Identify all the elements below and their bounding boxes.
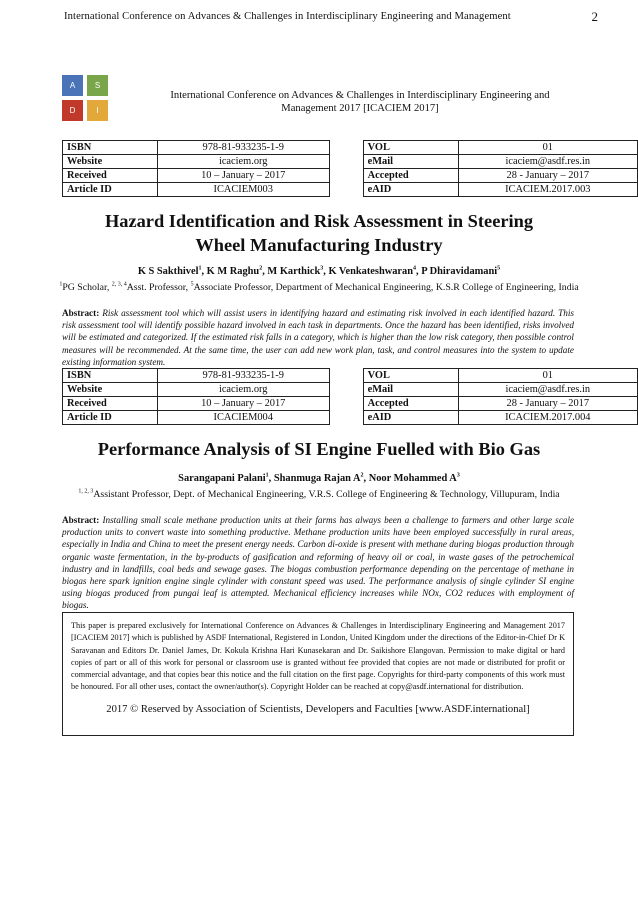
author-sep: , (363, 473, 369, 484)
author-name: M Karthick (267, 266, 321, 277)
logo-cell-i: I (87, 100, 108, 121)
vol-label: VOL (363, 369, 458, 383)
eaid-value: ICACIEM.2017.003 (458, 183, 637, 197)
affil-sup: 1 (59, 281, 63, 288)
paper1-title (40, 209, 598, 257)
conference-title-line2: Management 2017 [ICACIEM 2017] (281, 103, 439, 114)
paper2-info-table (62, 368, 638, 425)
received-value: 10 – January – 2017 (157, 397, 329, 411)
isbn-label: ISBN (63, 369, 158, 383)
author-name: P Dhiravidamani (421, 266, 498, 277)
article-id-label: Article ID (63, 183, 158, 197)
paper1-abstract (62, 307, 574, 368)
author-sep: , (323, 266, 329, 277)
accepted-label: Accepted (363, 397, 458, 411)
author-sup: 2 (360, 472, 364, 479)
paper1-title-line1: Hazard Identification and Risk Assessment in Steering (104, 211, 534, 231)
received-label: Received (63, 169, 158, 183)
author-name: K S Sakthivel (137, 266, 199, 277)
page-number: 2 (591, 9, 598, 24)
author-sep: , (262, 266, 268, 277)
logo-cell-s: S (87, 75, 108, 96)
logo-cell-a: A (62, 75, 83, 96)
paper2-authors (40, 473, 598, 484)
author-sup: 1 (198, 265, 202, 272)
accepted-value: 28 - January – 2017 (458, 169, 637, 183)
abstract-text: Installing small scale methane production units at their farms has always been a challenge to farmers and other large scale production units to convert waste into something productive. Methane production units have been employed successfully in rural areas, especially in India and China to meet the present energy needs. Carbon di-oxide is present with methane during biogas production through organic waste fermentation, in the by-products of gasification and reforming of heavy oil or coal, in waste gases of the petrochemical industry and in landfills, coal beds and sewage gases. The biogas combustion performance depending on the percentage of methane in biogas here spark ignition engine single cylinder with constant speed was used. The performance analysis of single cylinder SI engine using biogas produced from pungai leaf is attempted. Mechanical efficiency increases while NOx, CO2 reduces with employment of biogas. (62, 515, 575, 611)
vol-value: 01 (458, 369, 637, 383)
paper1-affiliation (40, 282, 598, 293)
isbn-value: 978-81-933235-1-9 (157, 369, 329, 383)
author-sup: 5 (497, 265, 501, 272)
website-value[interactable]: icaciem.org (157, 383, 329, 397)
conference-title-line1: International Conference on Advances & Challenges in Interdisciplinary Engineering and (170, 90, 550, 101)
paper2-title-line1: Performance Analysis of SI Engine Fuelled with Bio Gas (97, 439, 541, 459)
vol-label: VOL (363, 141, 458, 155)
affil-text: Associate Professor, Department of Mechanical Engineering, K.S.R College of Engineering, India (193, 282, 579, 293)
paper1-title-line2: Wheel Manufacturing Industry (195, 235, 443, 255)
affil-text: PG Scholar, (62, 282, 112, 293)
author-sup: 4 (413, 265, 417, 272)
copyright-notice-box (62, 612, 574, 736)
eaid-label: eAID (363, 411, 458, 425)
abstract-label: Abstract: (62, 515, 100, 525)
running-header-title: International Conference on Advances & Challenges in Interdisciplinary Engineering and Management (64, 11, 511, 22)
article-id-value: ICACIEM004 (157, 411, 329, 425)
copyright-footer: 2017 © Reserved by Association of Scientists, Developers and Faculties [www.ASDF.international] (106, 703, 530, 715)
affil-text: Asst. Professor, (126, 282, 191, 293)
author-sup: 3 (320, 265, 324, 272)
affil-text: Assistant Professor, Dept. of Mechanical Engineering, V.R.S. College of Engineering & Technology, Villupuram, India (93, 489, 560, 500)
accepted-value: 28 - January – 2017 (458, 397, 637, 411)
isbn-label: ISBN (63, 141, 158, 155)
email-label: eMail (363, 155, 458, 169)
author-sup: 2 (259, 265, 263, 272)
received-value: 10 – January – 2017 (157, 169, 329, 183)
website-value[interactable]: icaciem.org (157, 155, 329, 169)
vol-value: 01 (458, 141, 637, 155)
affil-sup: 5 (190, 281, 194, 288)
website-label: Website (63, 155, 158, 169)
asdf-logo (62, 75, 108, 121)
author-name: Sarangapani Palani (178, 473, 266, 484)
author-sep: , (201, 266, 207, 277)
eaid-label: eAID (363, 183, 458, 197)
author-sep: , (268, 473, 274, 484)
paper1-authors (40, 266, 598, 277)
author-sep: , (416, 266, 422, 277)
email-value[interactable]: icaciem@asdf.res.in (458, 155, 637, 169)
author-sup: 1 (265, 472, 269, 479)
paper2-affiliation (40, 489, 598, 500)
website-label: Website (63, 383, 158, 397)
author-name: Shanmuga Rajan A (273, 473, 361, 484)
abstract-text: Risk assessment tool which will assist users in identifying hazard and estimating risk involved in each identified hazard. This risk assessment tool will identify possible hazard involved in each task in departments. Once the hazard has been identified, risks involved will be estimated and categorized. If the estimated risk falls in a category, which is higher than the low risk category, then possible control measures will be recommended. At the same time, the user can add new work plan, task, and control measures into the system to update existing information system. (62, 308, 574, 367)
affil-sup: 2, 3, 4 (111, 281, 127, 288)
logo-cell-d: D (62, 100, 83, 121)
conference-title (150, 89, 570, 115)
author-name: K M Raghu (206, 266, 260, 277)
copyright-notice-text: This paper is prepared exclusively for International Conference on Advances & Challenges in Interdisciplinary Engineering and Management 2017 [ICACIEM 2017] which is published by ASDF International, Registered in London, United Kingdom under the directions of the Editor-in-Chief Dr K Saravanan and Editors Dr. Daniel James, Dr. Kokula Krishna Hari Kunasekaran and Dr. Saikishore Elangovan. Permission to make digital or hard copies of part or all of this work for personal or classroom use is granted without fee provided that copies are not made or distributed for profit or commercial advantage, and that copies bear this notice and the full citation on the first page. Copyrights for third-party components of this work must be honoured. For all other uses, contact the owner/author(s). Copyright Holder can be reached at copy@asdf.international for distribution. (71, 621, 565, 692)
email-label: eMail (363, 383, 458, 397)
article-id-label: Article ID (63, 411, 158, 425)
accepted-label: Accepted (363, 169, 458, 183)
isbn-value: 978-81-933235-1-9 (157, 141, 329, 155)
author-name: K Venkateshwaran (328, 266, 414, 277)
author-name: Noor Mohammed A (368, 473, 457, 484)
paper1-info-table (62, 140, 638, 197)
received-label: Received (63, 397, 158, 411)
author-sup: 3 (456, 472, 460, 479)
paper2-abstract (62, 514, 574, 612)
paper2-title (40, 437, 598, 461)
eaid-value: ICACIEM.2017.004 (458, 411, 637, 425)
affil-sup: 1, 2, 3 (78, 488, 94, 495)
article-id-value: ICACIEM003 (157, 183, 329, 197)
abstract-label: Abstract: (62, 308, 100, 318)
email-value[interactable]: icaciem@asdf.res.in (458, 383, 637, 397)
